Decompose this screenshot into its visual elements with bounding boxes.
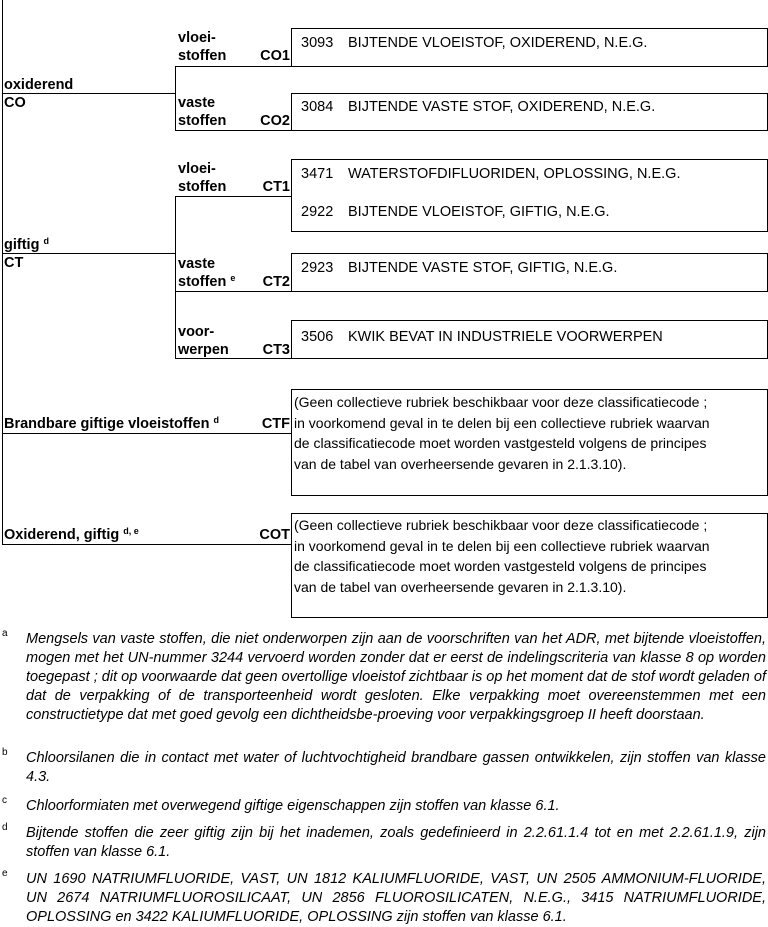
co1-line [175,66,291,67]
ct2-label: vaste stoffen $^e$ [178,256,236,290]
co1-code: CO1 [260,48,290,64]
cot-code: COT [259,527,290,543]
ct1-entry-2: 2922 BIJTENDE VLOEISTOF, GIFTIG, N.E.G. [301,204,610,220]
co-sub-line [175,66,176,131]
ctf-label: Brandbare giftige vloeistoffen $^d$ [4,415,219,432]
co2-label: vaste stoffen [178,95,227,129]
ct3-label: voor- werpen [178,324,229,358]
co1-label: vloei- stoffen [178,30,227,64]
ct3-entry: 3506 KWIK BEVAT IN INDUSTRIELE VOORWERPEN [301,329,663,345]
cot-label: Oxiderend, giftig $^{d, e}$ [4,526,139,543]
cot-note: (Geen collectieve rubriek beschikbaar voor deze classificatiecode ; in voorkomend geval in te delen bij een collectieve rubriek waarvan de classificatiecode moet worden vastgesteld volgens de principes van de tabel van overheersende gevaren in 2.1.3.10). [294,517,710,595]
ct1-line [175,196,291,197]
co2-code: CO2 [260,113,290,129]
ct1-entry-1: 3471 WATERSTOFDIFLUORIDEN, OPLOSSING, N.E.G. [301,166,681,182]
ct-label: giftig $^d$ CT [4,236,49,271]
co1-entry: 3093 BIJTENDE VLOEISTOF, OXIDEREND, N.E.G. [301,35,648,51]
ct1-code: CT1 [262,179,290,195]
ct1-label: vloei- stoffen [178,161,227,195]
main-tree-line [2,0,3,545]
ct2-line [175,291,291,292]
cot-line [2,544,291,545]
ctf-line [2,433,291,434]
co-label: oxiderend CO [4,77,74,111]
co2-line [175,130,291,131]
ctf-code: CTF [261,416,290,432]
ct3-code: CT3 [262,342,290,358]
ctf-note: (Geen collectieve rubriek beschikbaar voor deze classificatiecode ; in voorkomend geval in te delen bij een collectieve rubriek waarvan de classificatiecode moet worden vastgesteld volgens de principes van de tabel van overheersende gevaren in 2.1.3.10). [294,394,710,472]
ct-sub-line [175,196,176,358]
ct2-code: CT2 [262,274,290,290]
co2-entry: 3084 BIJTENDE VASTE STOF, OXIDEREND, N.E.G. [301,99,656,115]
ct2-entry: 2923 BIJTENDE VASTE STOF, GIFTIG, N.E.G. [301,260,618,276]
